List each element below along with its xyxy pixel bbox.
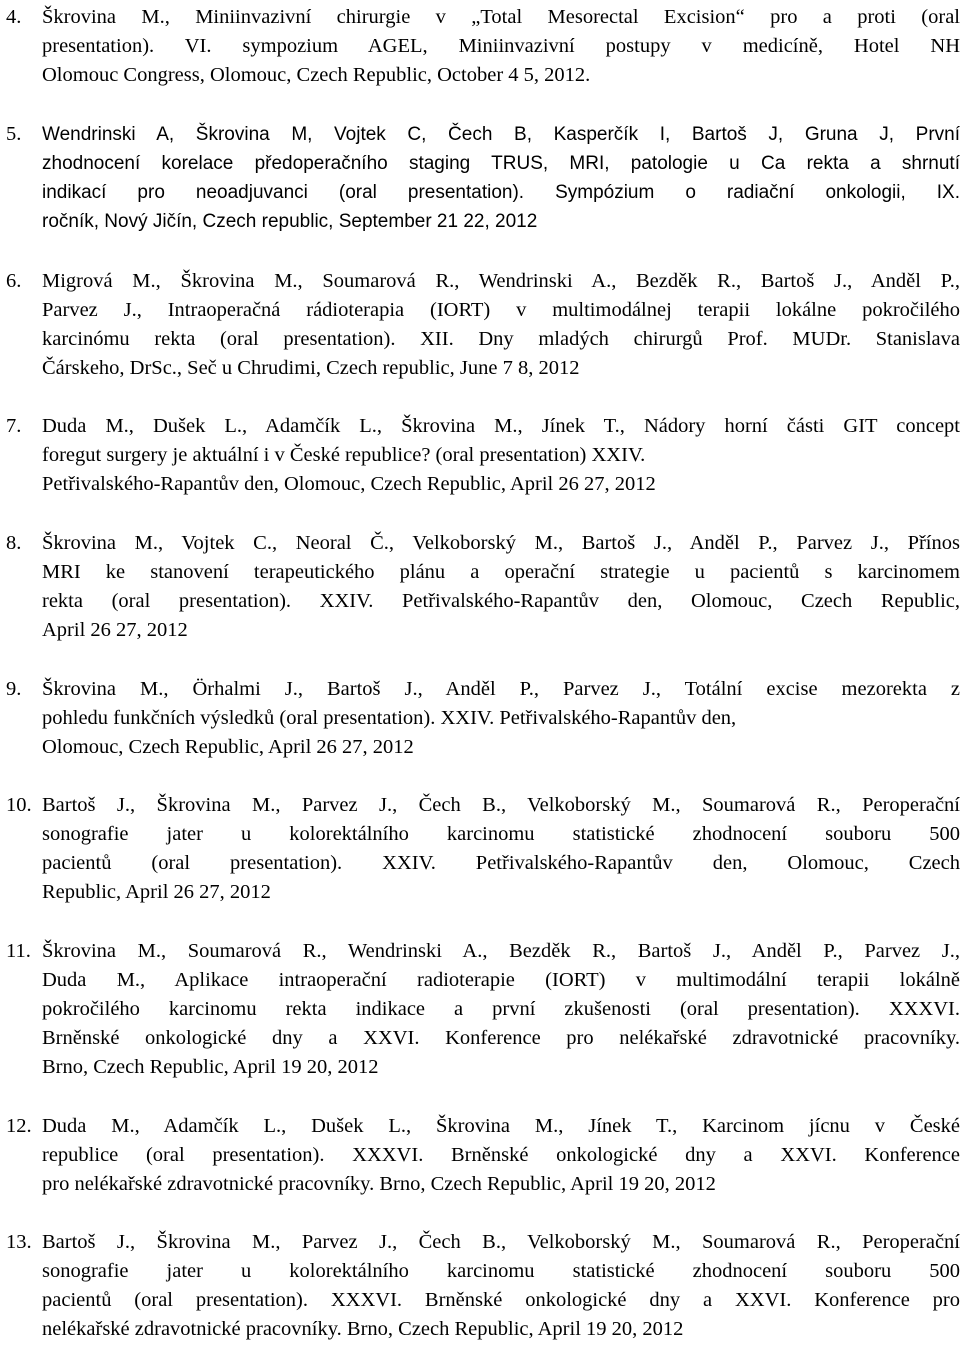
item-text-line: ročník, Nový Jičín, Czech republic, September 21 22, 2012	[42, 211, 538, 232]
item-text-line: Olomouc Congress, Olomouc, Czech Republic, October 4 5, 2012.	[42, 64, 591, 86]
item-text	[42, 1112, 960, 1199]
item-text-line: sonografie jater u kolorektálního karcinomu statistické zhodnocení souboru 500	[42, 1260, 960, 1282]
item-text-line: Migrová M., Škrovina M., Soumarová R., Wendrinski A., Bezděk R., Bartoš J., Anděl P.,	[42, 270, 960, 292]
item-text-line: Duda M., Adamčík L., Dušek L., Škrovina M., Jínek T., Karcinom jícnu v České	[42, 1115, 960, 1137]
item-text-line: nelékařské zdravotnické pracovníky. Brno, Czech Republic, April 19 20, 2012	[42, 1318, 684, 1340]
item-text-line: presentation). VI. sympozium AGEL, Miniinvazivní postupy v medicíně, Hotel NH	[42, 35, 960, 57]
item-text-line: Škrovina M., Örhalmi J., Bartoš J., Anděl P., Parvez J., Totální excise mezorekta z	[42, 678, 960, 700]
item-number: 12.	[6, 1115, 32, 1137]
item-text-line: karcinómu rekta (oral presentation). XII. Dny mladých chirurgů Prof. MUDr. Stanislava	[42, 328, 960, 350]
item-text	[42, 529, 960, 645]
item-text-line: Parvez J., Intraoperačná rádioterapia (IORT) v multimodálnej terapii lokálne pokročilého	[42, 299, 960, 321]
item-text	[42, 120, 960, 236]
item-number: 4.	[6, 6, 22, 28]
item-text-line: Republic, April 26 27, 2012	[42, 881, 271, 903]
item-number: 8.	[6, 532, 22, 554]
item-text-line: rekta (oral presentation). XXIV. Petřivalského-Rapantův den, Olomouc, Czech Republic,	[42, 590, 960, 612]
item-text-line: April 26 27, 2012	[42, 619, 188, 641]
item-number: 10.	[6, 794, 32, 816]
item-text-line: Brněnské onkologické dny a XXVI. Konference pro nelékařské zdravotnické pracovníky.	[42, 1027, 960, 1049]
item-text-line: indikací pro neoadjuvanci (oral presentation). Sympózium o radiační onkologii, IX.	[42, 182, 960, 203]
item-text-line: Bartoš J., Škrovina M., Parvez J., Čech B., Velkoborský M., Soumarová R., Peroperační	[42, 794, 960, 816]
item-text-line: Škrovina M., Vojtek C., Neoral Č., Velkoborský M., Bartoš J., Anděl P., Parvez J., Přínos	[42, 532, 960, 554]
item-text-line: republice (oral presentation). XXXVI. Brněnské onkologické dny a XXVI. Konference	[42, 1144, 960, 1166]
item-text	[42, 267, 960, 383]
item-text-line: zhodnocení korelace předoperačního staging TRUS, MRI, patologie u Ca rekta a shrnutí	[42, 153, 960, 174]
item-text	[42, 791, 960, 907]
item-text-line: Duda M., Aplikace intraoperační radioterapie (IORT) v multimodální terapii lokálně	[42, 969, 960, 991]
item-text-line: sonografie jater u kolorektálního karcinomu statistické zhodnocení souboru 500	[42, 823, 960, 845]
item-number: 9.	[6, 678, 22, 700]
item-text-line: Bartoš J., Škrovina M., Parvez J., Čech B., Velkoborský M., Soumarová R., Peroperační	[42, 1231, 960, 1253]
item-text-line: MRI ke stanovení terapeutického plánu a operační strategie u pacientů s karcinomem	[42, 561, 960, 583]
item-text	[42, 937, 960, 1082]
item-text-line: pohledu funkčních výsledků (oral presentation). XXIV. Petřivalského-Rapantův den,	[42, 707, 737, 729]
item-number: 11.	[6, 940, 31, 962]
item-text-line: Wendrinski A, Škrovina M, Vojtek C, Čech B, Kasperčík I, Bartoš J, Gruna J, První	[42, 124, 960, 145]
item-number: 7.	[6, 415, 22, 437]
item-text-line: Duda M., Dušek L., Adamčík L., Škrovina M., Jínek T., Nádory horní části GIT concept	[42, 415, 960, 437]
item-text	[42, 1228, 960, 1344]
item-text-line: pacientů (oral presentation). XXXVI. Brněnské onkologické dny a XXVI. Konference pro	[42, 1289, 960, 1311]
item-text	[42, 412, 960, 499]
item-text-line: pro nelékařské zdravotnické pracovníky. Brno, Czech Republic, April 19 20, 2012	[42, 1173, 716, 1195]
item-text-line: Škrovina M., Soumarová R., Wendrinski A., Bezděk R., Bartoš J., Anděl P., Parvez J.,	[42, 940, 960, 962]
item-text-line: Petřivalského-Rapantův den, Olomouc, Czech Republic, April 26 27, 2012	[42, 473, 656, 495]
item-text-line: Brno, Czech Republic, April 19 20, 2012	[42, 1056, 379, 1078]
item-number: 6.	[6, 270, 22, 292]
item-number: 13.	[6, 1231, 32, 1253]
item-text-line: Čárskeho, DrSc., Seč u Chrudimi, Czech republic, June 7 8, 2012	[42, 357, 580, 379]
item-text-line: Olomouc, Czech Republic, April 26 27, 2012	[42, 736, 414, 758]
item-text-line: Škrovina M., Miniinvazivní chirurgie v „Total Mesorectal Excision“ pro a proti (oral	[42, 6, 960, 28]
item-text-line: foregut surgery je aktuální i v České republice? (oral presentation) XXIV.	[42, 444, 646, 466]
item-number: 5.	[6, 123, 22, 145]
item-text	[42, 3, 960, 90]
item-text-line: pokročilého karcinomu rekta indikace a první zkušenosti (oral presentation). XXXVI.	[42, 998, 960, 1020]
item-text	[42, 675, 960, 762]
item-text-line: pacientů (oral presentation). XXIV. Petřivalského-Rapantův den, Olomouc, Czech	[42, 852, 960, 874]
